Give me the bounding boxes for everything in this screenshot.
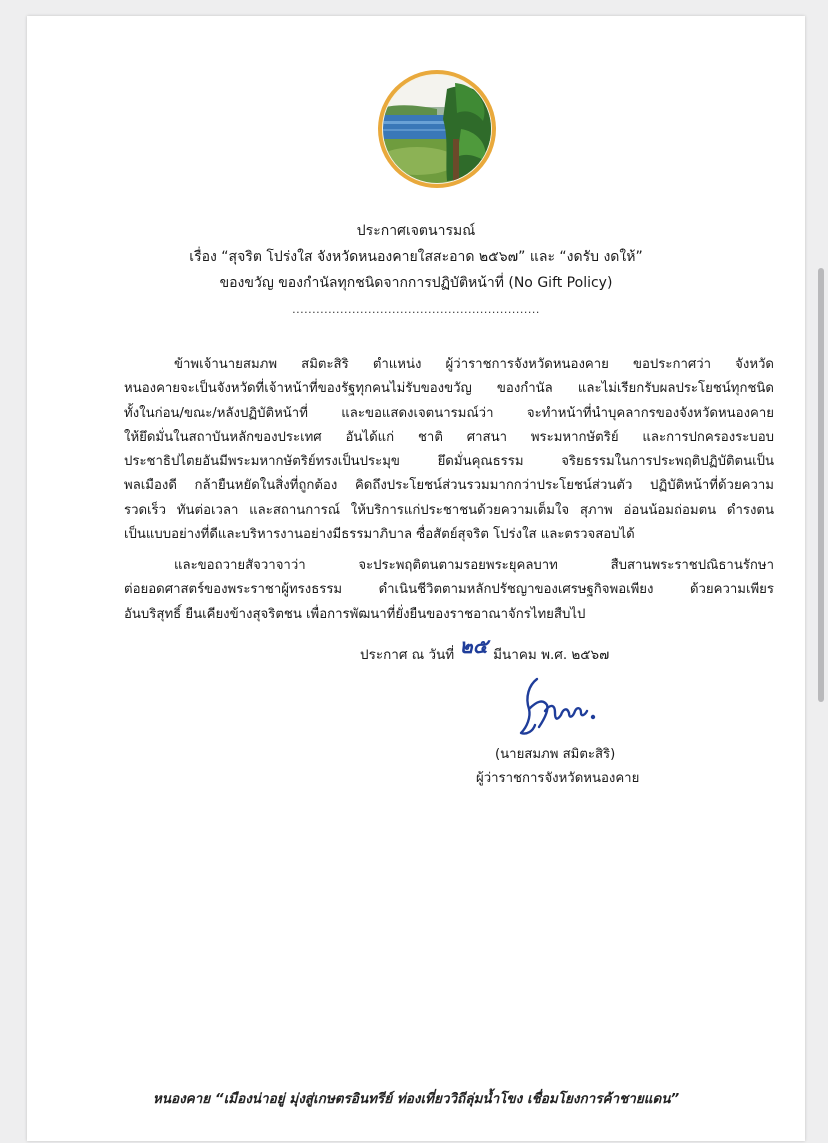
signer-position: ผู้ว่าราชการจังหวัดหนองคาย (476, 771, 640, 786)
announcement-subject-line: เรื่อง “สุจริต โปร่งใส จังหวัดหนองคายใสสะอาด ๒๕๖๗” และ “งดรับ งดให้” (189, 249, 643, 265)
document-page (27, 16, 805, 1141)
vertical-scrollbar[interactable] (818, 268, 824, 702)
date-suffix: มีนาคม พ.ศ. ๒๕๖๗ (493, 647, 610, 663)
signer-name: (นายสมภพ สมิตะสิริ) (495, 747, 616, 762)
paragraph-declaration (124, 353, 774, 547)
footer-slogan: หนองคาย “เมืองน่าอยู่ มุ่งสู่เกษตรอินทรีย์ ท่องเที่ยววิถีลุ่มน้ำโขง เชื่อมโยงการค้าชายแดน” (152, 1091, 680, 1107)
paragraph-line: และขอถวายสัจวาจาว่า จะประพฤติตนตามรอยพระยุคลบาท สืบสานพระราชปณิธานรักษา (174, 558, 774, 573)
announcement-subject-line-continued: ของขวัญ ของกำนัลทุกชนิดจากการปฏิบัติหน้าที่ (No Gift Policy) (219, 275, 613, 291)
paragraph-line: ประชาธิปไตยอันมีพระมหากษัตริย์ทรงเป็นประมุข ยึดมั่นคุณธรรม จริยธรรมในการประพฤติปฏิบัติตนเป็น (124, 454, 774, 470)
paragraph-line: หนองคายจะเป็นจังหวัดที่เจ้าหน้าที่ของรัฐทุกคนไม่รับของขวัญ ของกำนัล และไม่เรียกรับผลประโยชน์ทุกชนิด (124, 381, 774, 397)
date-prefix: ประกาศ ณ วันที่ (360, 647, 455, 663)
paragraph-line: ให้ยึดมั่นในสถาบันหลักของประเทศ อันได้แก่ ชาติ ศาสนา พระมหากษัตริย์ และการปกครองระบอบ (124, 429, 774, 445)
handwritten-signature-icon (507, 671, 602, 746)
announcement-title: ประกาศเจตนารมณ์ (356, 223, 476, 239)
announcement-date (360, 634, 610, 667)
paragraph-line: เป็นแบบอย่างที่ดีและบริหารงานอย่างมีธรรมาภิบาล ซื่อสัตย์สุจริต โปร่งใส และตรวจสอบได้ (124, 527, 635, 543)
paragraph-line: ต่อยอดศาสตร์ของพระราชาผู้ทรงธรรม ดำเนินชีวิตตามหลักปรัชญาของเศรษฐกิจพอเพียง ด้วยความเพียร (124, 582, 774, 598)
provincial-seal-icon (377, 69, 497, 189)
paragraph-vow (124, 554, 774, 627)
paragraph-line: รวดเร็ว ทันต่อเวลา และสถานการณ์ ให้บริการแก่ประชาชนด้วยความเต็มใจ สุภาพ อ่อนน้อมถ่อมตน ดำรงตน (124, 502, 774, 518)
dotted-divider: .............................................................. (292, 303, 540, 316)
paragraph-line: อันบริสุทธิ์ ยืนเคียงข้างสุจริตชน เพื่อการพัฒนาที่ยั่งยืนของราชอาณาจักรไทยสืบไป (124, 606, 586, 622)
date-day-handwritten: ๒๕ (459, 634, 488, 658)
paragraph-line: พลเมืองดี กล้ายืนหยัดในสิ่งที่ถูกต้อง คิดถึงประโยชน์ส่วนรวมมากกว่าประโยชน์ส่วนตัว ปฏิบัติหน้าที่ด้วยความ (124, 478, 774, 494)
paragraph-line: ทั้งในก่อน/ขณะ/หลังปฏิบัติหน้าที่ และขอแสดงเจตนารมณ์ว่า จะทำหน้าที่นำบุคลากรของจังหวัดหนองคาย (124, 405, 774, 421)
paragraph-line: ข้าพเจ้านายสมภพ สมิตะสิริ ตำแหน่ง ผู้ว่าราชการจังหวัดหนองคาย ขอประกาศว่า จังหวัด (174, 357, 774, 372)
